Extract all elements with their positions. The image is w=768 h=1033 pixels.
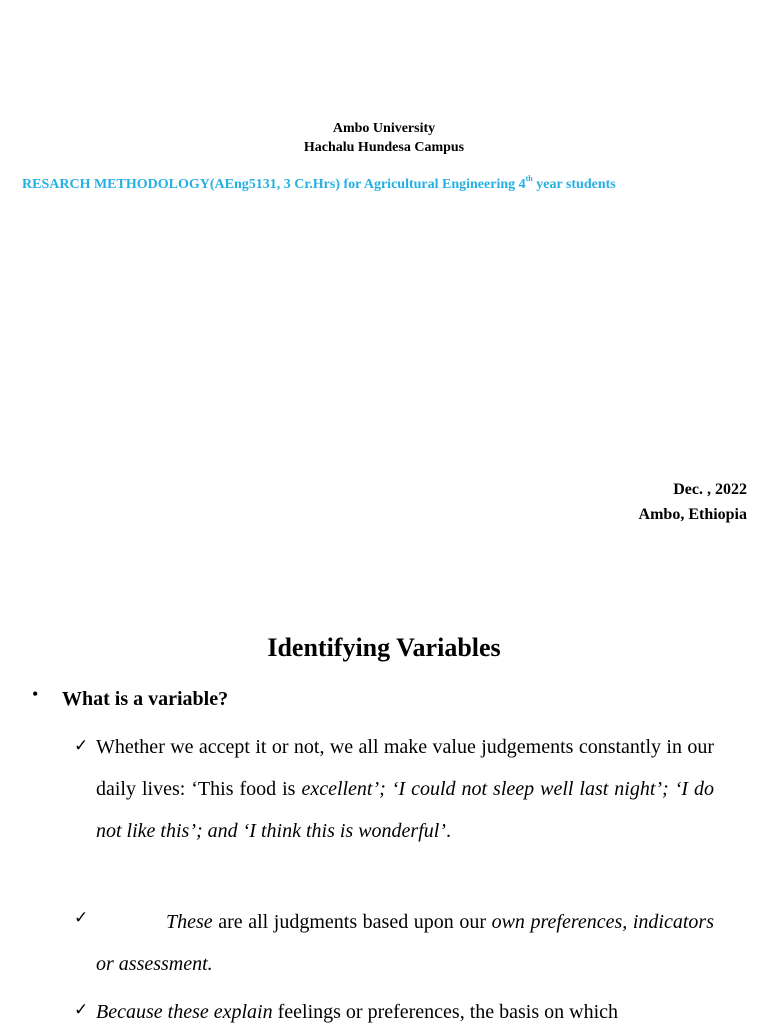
course-title-main: RESARCH METHODOLOGY(AEng5131, 3 Cr.Hrs) for Agricultural Engineering 4 — [22, 177, 526, 192]
paragraph-judgements — [96, 901, 714, 985]
paragraph-italic-text: These — [166, 911, 213, 933]
paragraph-text: . — [445, 820, 451, 842]
paragraph-text: are all judgments based upon our — [212, 911, 492, 933]
bullet-icon: • — [32, 684, 39, 704]
paragraph-italic-text: Because these explain — [96, 1001, 273, 1023]
paragraph-italic-text: own preferences, indicators or assessment. — [96, 911, 714, 975]
paragraph-text: feelings or preferences, the basis on which — [272, 1001, 619, 1023]
document-place: Ambo, Ethiopia — [638, 506, 747, 523]
checkmark-icon: ✓ — [74, 1000, 89, 1019]
paragraph-value-judgements — [96, 726, 714, 852]
document-date: Dec. , 2022 — [673, 481, 747, 498]
course-title — [22, 176, 616, 194]
checkmark-icon: ✓ — [74, 908, 89, 927]
paragraph-text: Whether we accept it or not, we all make value judgements constantly in our daily lives: ‘This food is — [96, 736, 714, 800]
course-title-superscript: th — [525, 174, 533, 183]
bullet-question: What is a variable? — [62, 688, 229, 710]
course-title-tail: year students — [532, 177, 616, 192]
checkmark-icon: ✓ — [74, 736, 89, 755]
section-heading: Identifying Variables — [267, 633, 501, 662]
paragraph-preferences — [96, 991, 714, 1033]
campus-name: Hachalu Hundesa Campus — [303, 140, 465, 155]
university-name: Ambo University — [332, 121, 436, 136]
paragraph-italic-text: excellent’; ‘I could not sleep well last night’; ‘I do not like this’; and ‘I think this is wonderful’ — [96, 778, 714, 842]
